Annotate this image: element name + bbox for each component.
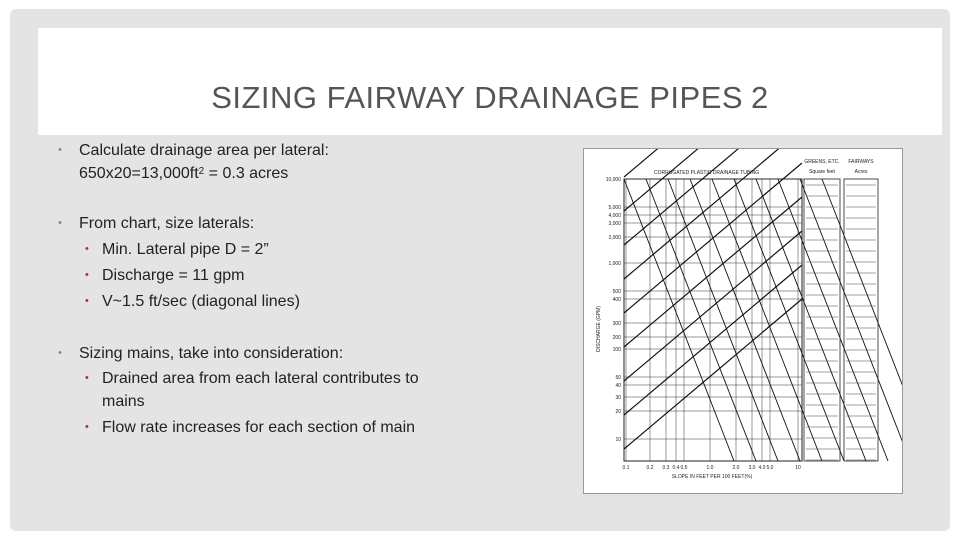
bullet-dot: • (58, 144, 62, 156)
greens-unit: Square feet (809, 169, 835, 175)
pipe-diameter-line (624, 299, 802, 449)
pipe-diameter-line (624, 149, 802, 279)
x-tick-label: 0.1 (622, 465, 630, 471)
slide-title-number: 2 (751, 80, 769, 115)
y-tick-label: 50 (615, 375, 621, 381)
area-superscript: 2 (198, 166, 205, 177)
y-tick-label: 2,000 (608, 235, 621, 241)
y-tick-label: 500 (612, 289, 621, 295)
area-calc: 650x20=13,000ft (79, 165, 199, 182)
pipe-diameter-line (624, 265, 802, 415)
y-axis-label: DISCHARGE (GPM) (596, 306, 602, 352)
y-tick-label: 200 (612, 335, 621, 341)
x-tick-label: 0.2 (646, 465, 654, 471)
pipe-diameter-line (624, 197, 802, 347)
sub-bullet-dot: • (85, 421, 89, 433)
plot-frame (624, 179, 802, 461)
bullet-text: From chart, size laterals: (79, 215, 255, 232)
bullet-text-line2 (79, 162, 288, 185)
slide-title-text: SIZING FAIRWAY DRAINAGE PIPES (211, 80, 744, 115)
bullet-dot: • (58, 217, 62, 229)
fairways-unit: Acres (854, 169, 868, 175)
pipe-diameter-line (624, 231, 802, 381)
velocity-line (624, 179, 734, 461)
sub-bullet-text: Discharge = 11 gpm (102, 267, 245, 284)
sub-bullet-dot: • (85, 269, 89, 281)
y-tick-label: 3,000 (608, 221, 621, 227)
y-tick-label: 100 (612, 347, 621, 353)
velocity-line (756, 179, 866, 461)
x-tick-label: 3.0 (748, 465, 756, 471)
x-tick-label: 1.0 (706, 465, 714, 471)
x-tick-label: 0.3 (662, 465, 670, 471)
bullet-dot: • (58, 347, 62, 359)
y-tick-label: 400 (612, 297, 621, 303)
x-tick-label: 0.4 (672, 465, 680, 471)
drainage-sizing-chart-image (583, 148, 903, 494)
velocity-line (690, 179, 800, 461)
y-tick-label: 300 (612, 321, 621, 327)
x-tick-label: 0.5 (680, 465, 688, 471)
bullet-text: Calculate drainage area per lateral: (79, 142, 329, 159)
velocity-line (668, 179, 778, 461)
y-tick-label: 4,000 (608, 213, 621, 219)
sub-bullet-dot: • (85, 372, 89, 384)
area-result: = 0.3 acres (204, 165, 289, 182)
sub-bullet-text-line2: mains (102, 393, 145, 410)
velocity-line (778, 179, 888, 461)
velocity-line (822, 179, 902, 461)
sub-bullet-text: V~1.5 ft/sec (diagonal lines) (102, 293, 300, 310)
y-tick-label: 30 (615, 395, 621, 401)
pipe-diameter-line (624, 149, 802, 245)
velocity-line (734, 179, 844, 461)
chart-layer (596, 149, 902, 480)
velocity-line (712, 179, 822, 461)
x-tick-label: 5.0 (766, 465, 774, 471)
x-tick-label: 2.0 (732, 465, 740, 471)
velocity-line (800, 179, 902, 461)
x-tick-label: 10 (795, 465, 801, 471)
x-axis-label: SLOPE IN FEET PER 100 FEET(%) (671, 474, 753, 480)
y-tick-label: 10,000 (605, 177, 621, 183)
sub-bullet-dot: • (85, 243, 89, 255)
bullet-text: Sizing mains, take into consideration: (79, 345, 344, 362)
y-tick-label: 5,000 (608, 205, 621, 211)
chart-drawing (584, 149, 902, 493)
sub-bullet-text: Drained area from each lateral contributes to (102, 370, 419, 387)
y-tick-label: 20 (615, 409, 621, 415)
x-tick-label: 4.0 (758, 465, 766, 471)
pipe-diameter-line (624, 149, 802, 211)
y-tick-label: 10 (615, 437, 621, 443)
fairways-heading: FAIRWAYS (848, 159, 874, 165)
chart-heading: CORRUGATED PLASTIC DRAINAGE TUBING (654, 170, 760, 176)
sub-bullet-text: Flow rate increases for each section of main (102, 419, 416, 436)
sub-bullet-dot: • (85, 295, 89, 307)
greens-heading: GREENS, ETC. (804, 159, 840, 165)
greens-scale-column (804, 179, 840, 461)
sub-bullet-text: Min. Lateral pipe D = 2” (102, 241, 269, 258)
y-tick-label: 1,000 (608, 261, 621, 267)
velocity-line (646, 179, 756, 461)
y-tick-label: 40 (615, 383, 621, 389)
